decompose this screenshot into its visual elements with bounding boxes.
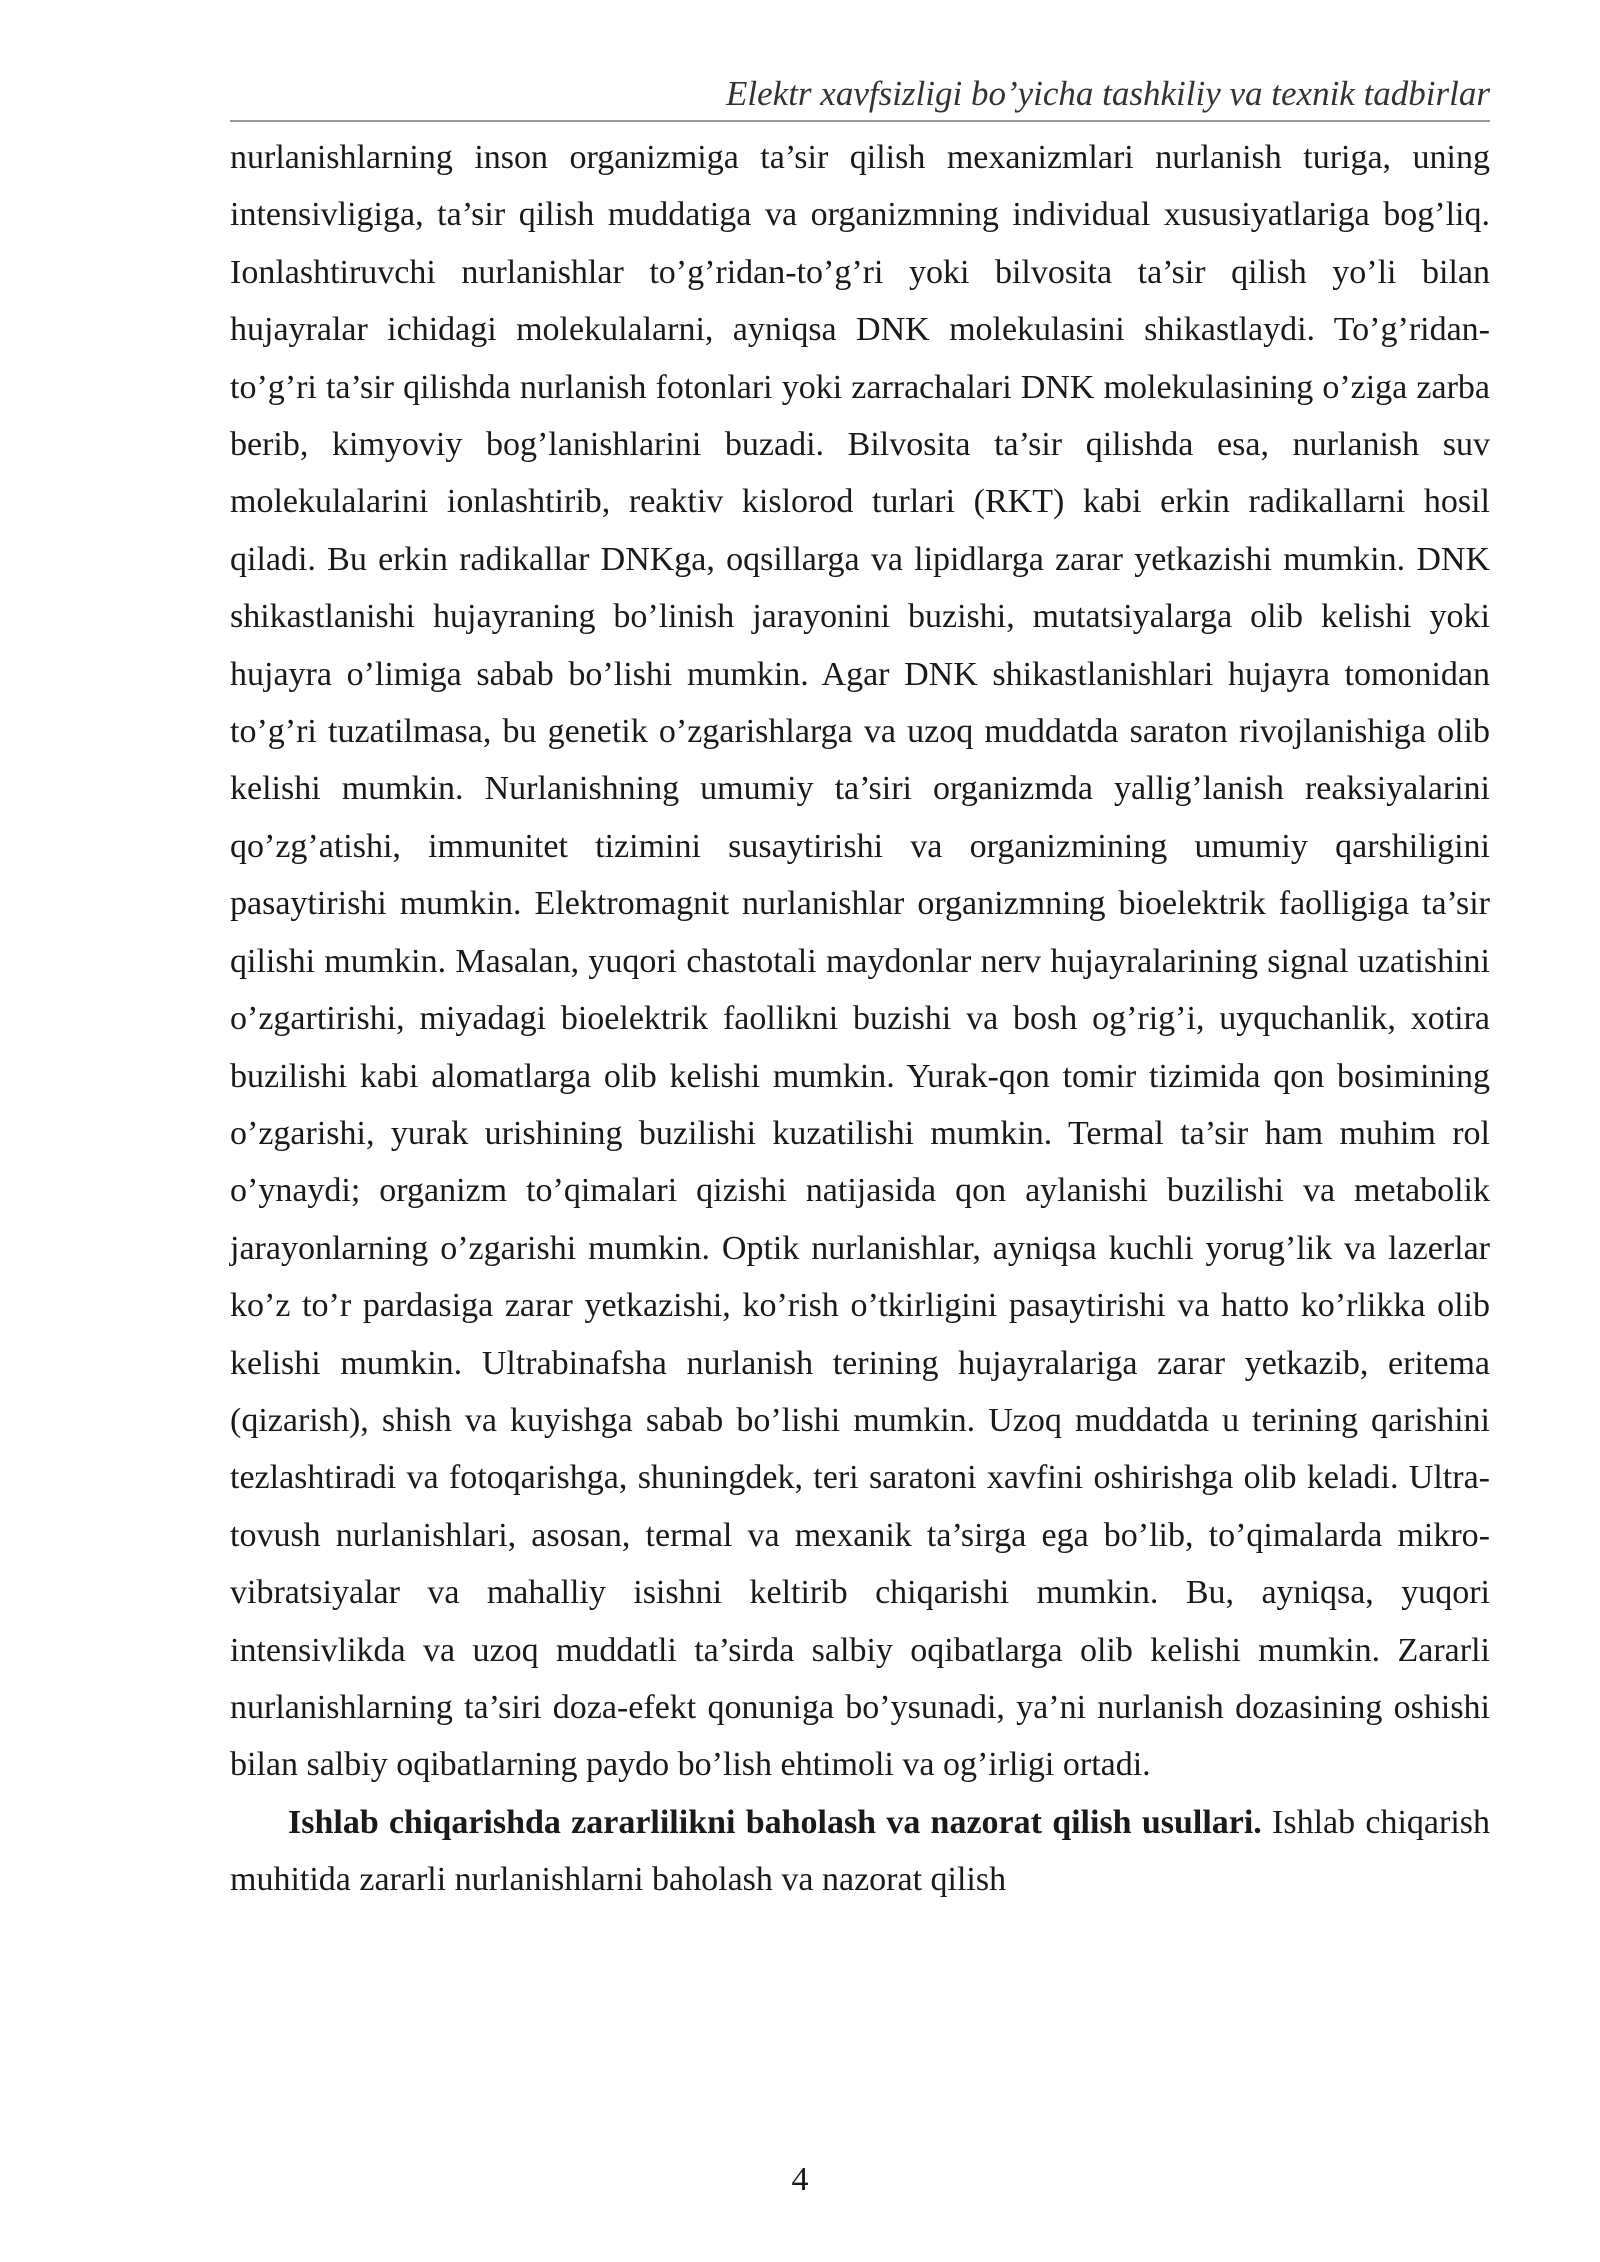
section-text: Ishlab chiqarish muhitida zararli nurlanishlarni baholash va nazorat qilish <box>230 1803 1490 1899</box>
section-heading: Ishlab chiqarishda zararlilikni baholash va nazorat qilish usullari. <box>288 1803 1262 1841</box>
page-number: 4 <box>791 2161 809 2198</box>
paragraph-1: nurlanishlarning inson organizmiga ta’sir qilish mexanizmlari nurlanish turiga, uning intensivligiga, ta’sir qilish muddatiga va organizmning individual xususiyatlariga bog’liq. Ionlashtiruvchi nurlanishlar to’g’ridan-to’g’ri yoki bilvosita ta’sir qilish yo’li bilan hujayralar ichidagi molekulalarni, ayniqsa DNK molekulasini shikastlaydi. To’g’ridan-to’g’ri ta’sir qilishda nurlanish fotonlari yoki zarrachalari DNK molekulasining o’ziga zarba berib, kimyoviy bog’lanishlarini buzadi. Bilvosita ta’sir qilishda esa, nurlanish suv molekulalarini ionlashtirib, reaktiv kislorod turlari (RKT) kabi erkin radikallarni hosil qiladi. Bu erkin radikallar DNKga, oqsillarga va lipidlarga zarar yetkazishi mumkin. DNK shikastlanishi hujayraning bo’linish jarayonini buzishi, mutatsiyalarga olib kelishi yoki hujayra o’limiga sabab bo’lishi mumkin. Agar DNK shikastlanishlari hujayra tomonidan to’g’ri tuzatilmasa, bu genetik o’zgarishlarga va uzoq muddatda saraton rivojlanishiga olib kelishi mumkin. Nurlanishning umumiy ta’siri organizmda yallig’lanish reaksiyalarini qo’zg’atishi, immunitet tizimini susaytirishi va organizmining umumiy qarshiligini pasaytirishi mumkin. Elektromagnit nurlanishlar organizmning bioelektrik faolligiga ta’sir qilishi mumkin. Masalan, yuqori chastotali maydonlar nerv hujayralarining signal uzatishini o’zgartirishi, miyadagi bioelektrik faollikni buzishi va bosh og’rig’i, uyquchanlik, xotira buzilishi kabi alomatlarga olib kelishi mumkin. Yurak-qon tomir tizimida qon bosimining o’zgarishi, yurak urishining buzilishi kuzatilishi mumkin. Termal ta’sir ham muhim rol o’ynaydi; organizm to’qimalari qizishi natijasida qon aylanishi buzilishi va metabolik jarayonlarning o’zgarishi mumkin. Optik nurlanishlar, ayniqsa kuchli yorug’lik va lazerlar ko’z to’r pardasiga zarar yetkazishi, ko’rish o’tkirligini pasaytirishi va hatto ko’rlikka olib kelishi mumkin. Ultrabinafsha nurlanish terining hujayralariga zarar yetkazib, eritema (qizarish), shish va kuyishga sabab bo’lishi mumkin. Uzoq muddatda u terining qarishini tezlashtiradi va fotoqarishga, shuningdek, teri saratoni xavfini oshirishga olib keladi. Ultra-tovush nurlanishlari, asosan, termal va mexanik ta’sirga ega bo’lib, to’qimalarda mikro-vibratsiyalar va mahalliy isishni keltirib chiqarishi mumkin. Bu, ayniqsa, yuqori intensivlikda va uzoq muddatli ta’sirda salbiy oqibatlarga olib kelishi mumkin. Zararli nurlanishlarning ta’siri doza-efekt qonuniga bo’ysunadi, ya’ni nurlanish dozasining oshishi bilan salbiy oqibatlarning paydo bo’lish ehtimoli va og’irligi ortadi. <box>230 139 1490 1784</box>
body-text <box>230 129 1490 1909</box>
running-header: Elektr xavfsizligi bo’yicha tashkiliy va texnik tadbirlar <box>230 72 1490 122</box>
section-paragraph <box>230 1794 1490 1909</box>
